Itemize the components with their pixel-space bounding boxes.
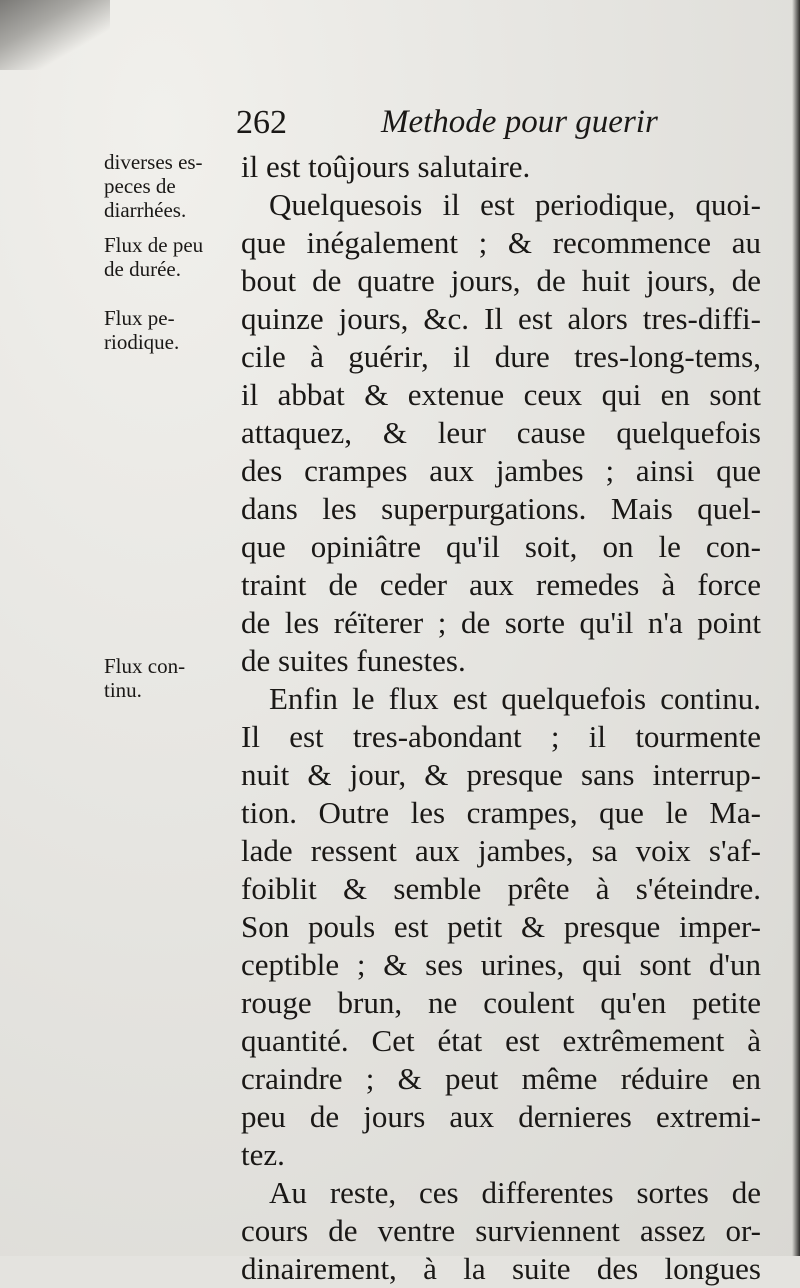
page-number: 262: [236, 104, 287, 141]
text-line: il est toûjours salutaire.: [241, 149, 531, 184]
text-line: de suites funestes.: [241, 643, 466, 678]
text-line: dinairement, à la suite des longues: [241, 1251, 761, 1286]
text-line: attaquez, & leur cause quelquefois: [241, 415, 761, 450]
text-line: que opiniâtre qu'il soit, on le con-: [241, 529, 761, 564]
margin-note-line: diarrhées.: [104, 198, 187, 222]
text-line: Il est tres-abondant ; il tourmente: [241, 719, 761, 754]
text-line: nuit & jour, & presque sans interrup-: [241, 757, 761, 792]
text-line: Enfin le flux est quelquefois continu.: [269, 681, 761, 716]
text-line: Son pouls est petit & presque imper-: [241, 909, 761, 944]
text-line: craindre ; & peut même réduire en: [241, 1061, 761, 1096]
text-line: foiblit & semble prête à s'éteindre.: [241, 871, 761, 906]
text-line: bout de quatre jours, de huit jours, de: [241, 263, 761, 298]
text-line: cours de ventre surviennent assez or-: [241, 1213, 761, 1248]
margin-note-line: Flux de peu: [104, 233, 204, 257]
margin-note-line: Flux con-: [104, 654, 186, 678]
margin-note-line: peces de: [104, 174, 176, 198]
text-line: traint de ceder aux remedes à force: [241, 567, 761, 602]
margin-note-line: riodique.: [104, 330, 180, 354]
page-edge-shadow: [792, 0, 800, 1256]
text-line: des crampes aux jambes ; ainsi que: [241, 453, 761, 488]
page-corner-shadow: [0, 0, 110, 70]
page-header: [236, 104, 776, 150]
text-line: ceptible ; & ses urines, qui sont d'un: [241, 947, 761, 982]
text-line: quantité. Cet état est extrêmement à: [241, 1023, 761, 1058]
margin-note: [104, 150, 240, 222]
margin-note: [104, 233, 240, 281]
margin-note-line: diverses es-: [104, 150, 203, 174]
text-line: lade ressent aux jambes, sa voix s'af-: [241, 833, 761, 868]
text-line: il abbat & extenue ceux qui en sont: [241, 377, 761, 412]
margin-note-line: de durée.: [104, 257, 181, 281]
text-line: tez.: [241, 1137, 285, 1172]
text-line: cile à guérir, il dure tres-long-tems,: [241, 339, 761, 374]
margin-note: [104, 306, 240, 354]
margin-note-line: tinu.: [104, 678, 142, 702]
margin-note-line: Flux pe-: [104, 306, 175, 330]
text-line: rouge brun, ne coulent qu'en petite: [241, 985, 761, 1020]
margin-note: [104, 654, 240, 702]
text-line: de les réïterer ; de sorte qu'il n'a point: [241, 605, 761, 640]
running-title: Methode pour guerir: [381, 104, 658, 140]
text-line: tion. Outre les crampes, que le Ma-: [241, 795, 761, 830]
text-line: dans les superpurgations. Mais quel-: [241, 491, 761, 526]
text-line: quinze jours, &c. Il est alors tres-diffi-: [241, 301, 761, 336]
text-line: Au reste, ces differentes sortes de: [269, 1175, 761, 1210]
text-line: Quelquesois il est periodique, quoi-: [269, 187, 761, 222]
text-line: que inégalement ; & recommence au: [241, 225, 761, 260]
text-line: peu de jours aux dernieres extremi-: [241, 1099, 761, 1134]
